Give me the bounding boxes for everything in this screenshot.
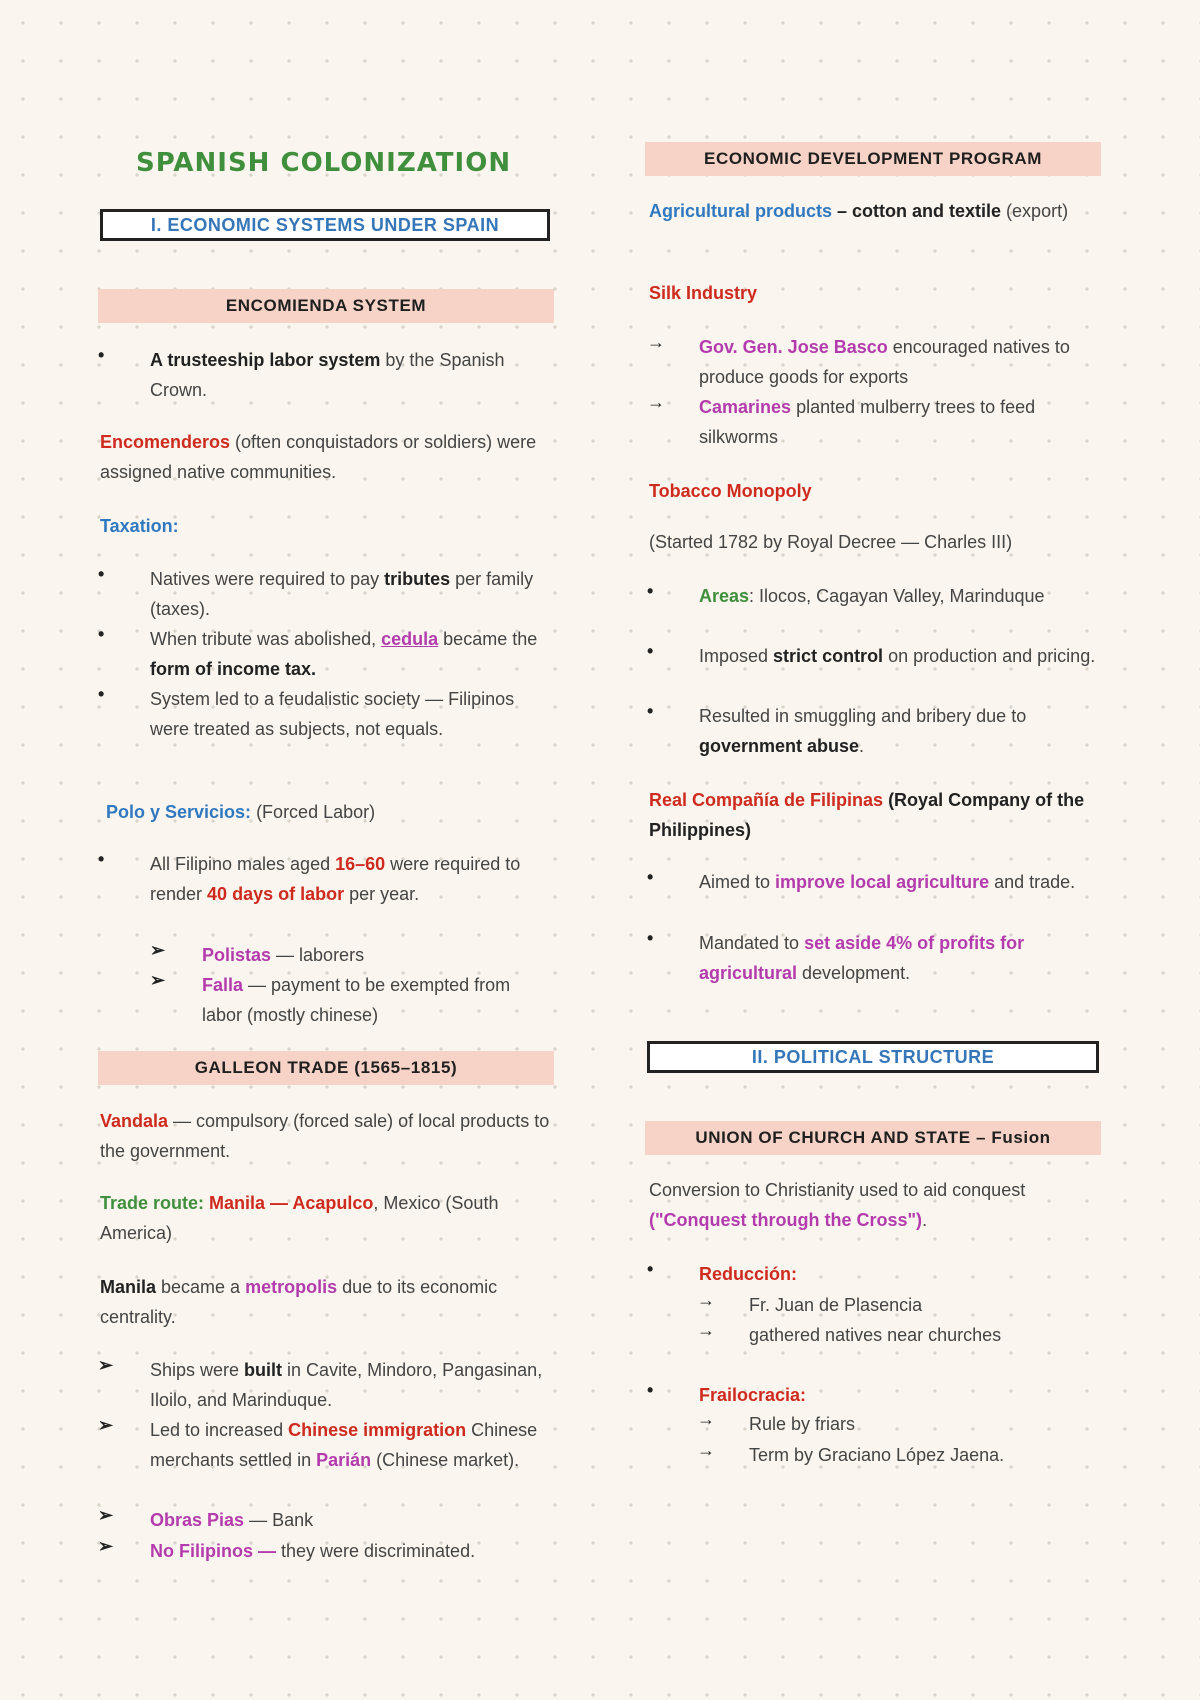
arrowhead-icon: ➢ bbox=[98, 1355, 114, 1375]
list-item: • When tribute was abolished, cedula became the form of income tax. bbox=[98, 624, 538, 679]
section-heading-economic-systems: I. ECONOMIC SYSTEMS UNDER SPAIN bbox=[100, 209, 550, 241]
manila-paragraph: Manila became a metropolis due to its economic centrality. bbox=[100, 1277, 498, 1327]
list-item: ➢ Ships were built in Cavite, Mindoro, Pangasinan, Iloilo, and Marinduque. bbox=[98, 1355, 543, 1410]
list-item: • Natives were required to pay tributes per family (taxes). bbox=[98, 564, 534, 619]
bullet-icon: • bbox=[647, 1380, 654, 1400]
arrow-right-icon: → bbox=[697, 1290, 715, 1310]
list-item: ➢ No Filipinos — they were discriminated. bbox=[98, 1536, 476, 1561]
page-title: SPANISH COLONIZATION bbox=[136, 148, 512, 178]
list-item: • Reducción: bbox=[647, 1259, 798, 1284]
list-item: • Mandated to set aside 4% of profits for agricultural development. bbox=[647, 928, 1025, 983]
polo-heading: Polo y Servicios: (Forced Labor) bbox=[106, 802, 376, 822]
list-item: • All Filipino males aged 16–60 were required to render 40 days of labor per year. bbox=[98, 849, 521, 904]
bullet-icon: • bbox=[647, 641, 654, 661]
list-item: • Frailocracia: bbox=[647, 1380, 807, 1405]
bullet-icon: • bbox=[647, 928, 654, 948]
sub-list-item: ➢ Falla — payment to be exempted from labor (mostly chinese) bbox=[150, 970, 511, 1025]
bullet-icon: • bbox=[98, 345, 105, 365]
arrowhead-icon: ➢ bbox=[98, 1415, 114, 1435]
bullet-icon: • bbox=[647, 701, 654, 721]
sub-list-item: → Term by Graciano López Jaena. bbox=[697, 1440, 1005, 1465]
list-item: ➢ Led to increased Chinese immigration Chinese merchants settled in Parián (Chinese market). bbox=[98, 1415, 538, 1470]
tobacco-note: (Started 1782 by Royal Decree — Charles III) bbox=[649, 532, 1013, 552]
list-item: → Gov. Gen. Jose Basco encouraged natives to produce goods for exports bbox=[647, 332, 1070, 387]
section-heading-political-structure: II. POLITICAL STRUCTURE bbox=[647, 1041, 1099, 1073]
bullet-icon: • bbox=[98, 684, 105, 704]
bullet-icon: • bbox=[647, 1259, 654, 1279]
real-compania-paragraph: Real Compañía de Filipinas (Royal Company of the Philippines) bbox=[649, 790, 1085, 840]
economic-development-heading: ECONOMIC DEVELOPMENT PROGRAM bbox=[645, 142, 1101, 176]
arrowhead-icon: ➢ bbox=[150, 970, 166, 990]
list-item: • A trusteeship labor system by the Spanish Crown. bbox=[98, 345, 505, 400]
agricultural-products-paragraph: Agricultural products – cotton and textile (export) bbox=[649, 201, 1069, 221]
arrow-right-icon: → bbox=[697, 1409, 715, 1429]
vandala-paragraph: Vandala — compulsory (forced sale) of local products to the government. bbox=[100, 1111, 550, 1161]
sub-list-item: → gathered natives near churches bbox=[697, 1320, 1002, 1345]
taxation-heading: Taxation: bbox=[100, 516, 179, 536]
arrow-right-icon: → bbox=[647, 332, 665, 352]
bullet-icon: • bbox=[647, 867, 654, 887]
bullet-icon: • bbox=[98, 849, 105, 869]
list-item: • System led to a feudalistic society — Filipinos were treated as subjects, not equals. bbox=[98, 684, 515, 739]
trade-route-paragraph: Trade route: Manila — Acapulco, Mexico (South America) bbox=[100, 1193, 499, 1243]
arrow-right-icon: → bbox=[697, 1440, 715, 1460]
list-item: ➢ Obras Pias — Bank bbox=[98, 1505, 314, 1530]
arrowhead-icon: ➢ bbox=[98, 1536, 114, 1556]
arrow-right-icon: → bbox=[647, 392, 665, 412]
list-item: • Resulted in smuggling and bribery due to government abuse. bbox=[647, 701, 1027, 756]
list-item: • Areas: Ilocos, Cagayan Valley, Marinduque bbox=[647, 581, 1045, 606]
silk-industry-heading: Silk Industry bbox=[649, 283, 758, 303]
arrowhead-icon: ➢ bbox=[150, 940, 166, 960]
sub-list-item: ➢ Polistas — laborers bbox=[150, 940, 365, 965]
list-item: • Imposed strict control on production and pricing. bbox=[647, 641, 1096, 666]
encomenderos-paragraph: Encomenderos (often conquistadors or soldiers) were assigned native communities. bbox=[100, 432, 537, 482]
bullet-icon: • bbox=[98, 564, 105, 584]
list-item: • Aimed to improve local agriculture and trade. bbox=[647, 867, 1076, 892]
arrow-right-icon: → bbox=[697, 1320, 715, 1340]
conversion-paragraph: Conversion to Christianity used to aid conquest ("Conquest through the Cross"). bbox=[649, 1180, 1026, 1230]
bullet-icon: • bbox=[98, 624, 105, 644]
encomienda-heading: ENCOMIENDA SYSTEM bbox=[98, 289, 554, 323]
arrowhead-icon: ➢ bbox=[98, 1505, 114, 1525]
church-state-heading: UNION OF CHURCH AND STATE – Fusion bbox=[645, 1121, 1101, 1155]
galleon-trade-heading: GALLEON TRADE (1565–1815) bbox=[98, 1051, 554, 1085]
sub-list-item: → Rule by friars bbox=[697, 1409, 856, 1434]
tobacco-monopoly-heading: Tobacco Monopoly bbox=[649, 481, 812, 501]
bullet-icon: • bbox=[647, 581, 654, 601]
list-item: → Camarines planted mulberry trees to feed silkworms bbox=[647, 392, 1036, 447]
cedula-link[interactable]: cedula bbox=[381, 629, 439, 649]
sub-list-item: → Fr. Juan de Plasencia bbox=[697, 1290, 923, 1315]
